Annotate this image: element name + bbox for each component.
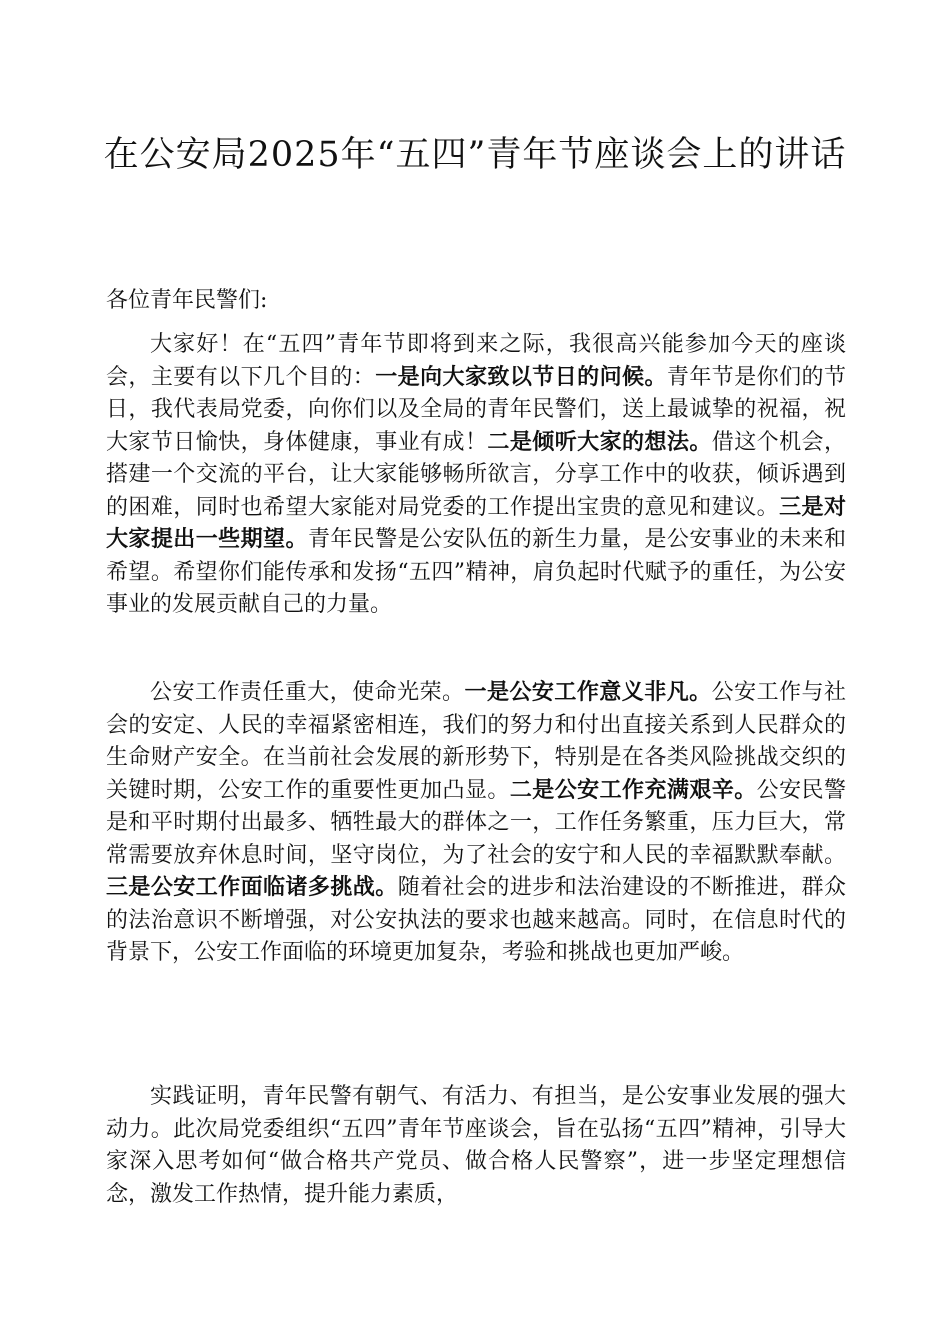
paragraph-1-point-1-heading: 一是向大家致以节日的问候。	[375, 364, 667, 390]
paragraph-1-point-2-heading: 二是倾听大家的想法。	[487, 429, 712, 455]
paragraph-2-segment-7: 随着社会的进步和法治建设的不断推进，群众的法治意识不断增强，对公安执法的要求也越来越高。同时，在信息时代的背景下，公安工作面临的环境更加复杂，考验和挑战也更加严峻。	[106, 875, 846, 965]
paragraph-2-point-2-heading: 二是公安工作充满艰辛。	[509, 777, 757, 803]
paragraph-1-segment-1: 大家好！在“五四”青年节即将到来之际，我很高兴能参加今天的座谈会，主要有以下几个目的：	[106, 332, 846, 390]
paragraph-2-point-3-heading: 三是公安工作面临诸多挑战。	[106, 875, 398, 900]
paragraph-1-point-3-heading: 三是对大家提出一些期望。	[106, 494, 846, 552]
salutation: 各位青年民警们:	[106, 288, 268, 313]
paragraph-1	[106, 329, 846, 622]
paragraph-2-segment-3: 公安工作与社会的安定、人民的幸福紧密相连，我们的努力和付出直接关系到人民群众的生命财产安全。在当前社会发展的新形势下，特别是在各类风险挑战交织的关键时期，公安工作的重要性更加凸显。	[106, 680, 846, 803]
paragraph-3-segment-1: 实践证明，青年民警有朝气、有活力、有担当，是公安事业发展的强大动力。此次局党委组织“五四”青年节座谈会，旨在弘扬“五四”精神，引导大家深入思考如何“做合格共产党员、做合格人民警察”，进一步坚定理想信念，激发工作热情，提升能力素质，	[106, 1084, 846, 1207]
paragraph-2-point-1-heading: 一是公安工作意义非凡。	[464, 680, 712, 705]
paragraph-1-segment-7: 青年民警是公安队伍的新生力量，是公安事业的未来和希望。希望你们能传承和发扬“五四”精神，肩负起时代赋予的重任，为公安事业的发展贡献自己的力量。	[106, 527, 846, 617]
document-title: 在公安局2025年“五四”青年节座谈会上的讲话	[103, 135, 847, 175]
paragraph-2	[106, 677, 846, 970]
paragraph-2-segment-5: 公安民警是和平时期付出最多、牺牲最大的群体之一，工作任务繁重，压力巨大，常常需要放弃休息时间，坚守岗位，为了社会的安宁和人民的幸福默默奉献。	[106, 777, 846, 868]
paragraph-3	[106, 1081, 846, 1211]
paragraph-2-segment-1: 公安工作责任重大，使命光荣。	[150, 680, 465, 705]
paragraph-1-segment-5: 借这个机会，搭建一个交流的平台，让大家能够畅所欲言，分享工作中的收获，倾诉遇到的困难，同时也希望大家能对局党委的工作提出宝贵的意见和建议。	[106, 429, 846, 520]
paragraph-1-segment-3: 青年节是你们的节日，我代表局党委，向你们以及全局的青年民警们，送上最诚挚的祝福，祝大家节日愉快，身体健康，事业有成！	[106, 364, 846, 455]
